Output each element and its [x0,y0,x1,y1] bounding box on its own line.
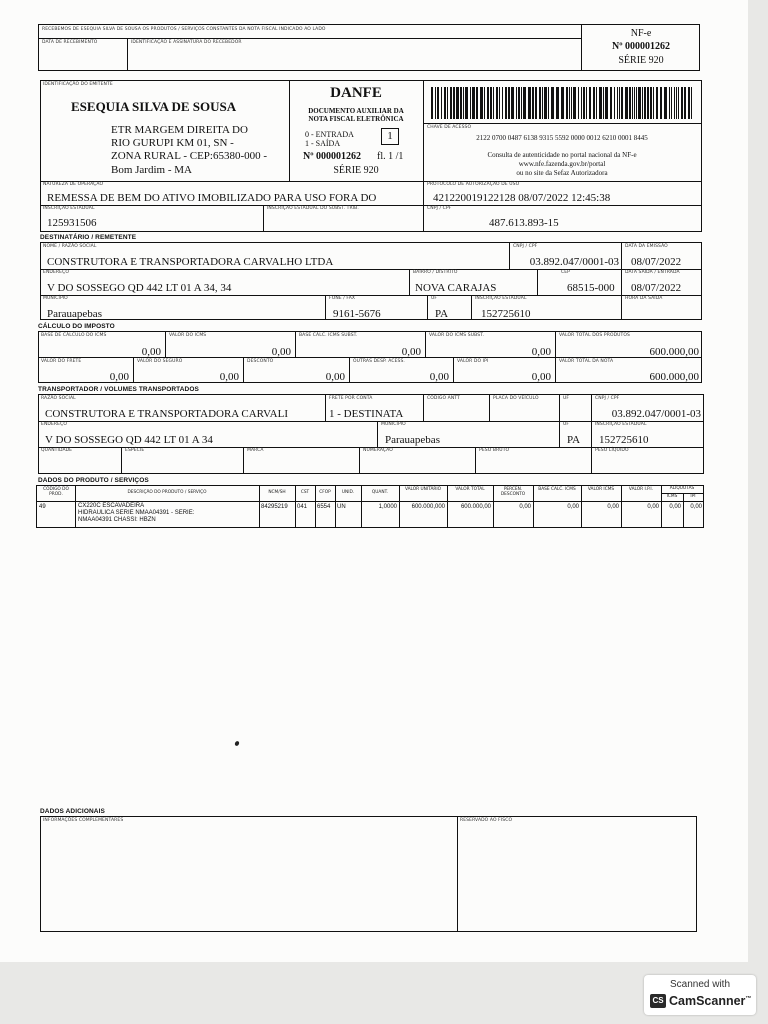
col-cst: CST [300,490,310,495]
other-expenses-label: OUTRAS DESP. ACESS. [353,359,405,364]
phone: 9161-5676 [333,308,381,320]
state: PA [435,308,449,320]
icms-st-base: 0,00 [401,346,421,358]
icms-base: 0,00 [141,346,161,358]
icms-st-value-label: VALOR DO ICMS SUBST. [429,333,485,338]
item-discount: 0,00 [519,504,531,510]
complementary-info-label: INFORMAÇÕES COMPLEMENTARES [43,818,124,823]
item-icms-value: 0,00 [607,504,619,510]
col-rates: ALÍQUOTAS [669,486,695,491]
issuer-state-reg-label: INSCRIÇÃO ESTADUAL [43,206,95,211]
numbering-label: NUMERAÇÃO [363,448,393,453]
freight-responsibility-label: FRETE POR CONTA [329,396,373,401]
col-quantity: QUANT. [371,490,389,495]
icms-st-base-label: BASE CÁLC. ICMS SUBST. [299,333,358,338]
recipient-cnpj: 03.892.047/0001-03 [529,256,619,268]
camscanner-logo-icon: CS [650,994,666,1008]
district: NOVA CARAJAS [415,282,497,294]
issuer-address-2: RIO GURUPI KM 01, SN - [111,137,234,149]
operation-exit-label: 1 - SAÍDA [305,139,341,148]
carrier-cnpj-label: CNPJ / CPF [595,396,620,401]
products-total-label: VALOR TOTAL DOS PRODUTOS [559,333,631,338]
freight: 0,00 [109,371,129,383]
ipi-value-label: VALOR DO IPI [457,359,489,364]
carrier-state-reg-label: INSCRIÇÃO ESTADUAL [595,422,647,427]
carrier-city: Parauapebas [385,434,440,446]
net-weight-label: PESO LÍQUIDO [595,448,629,453]
danfe-series: SÉRIE 920 [333,165,379,176]
col-ncm: NCM/SH [268,490,286,495]
access-key-label: CHAVE DE ACESSO [427,125,472,130]
col-unit: UNID. [341,490,355,495]
city: Parauapebas [47,308,102,320]
carrier-state-reg: 152725610 [599,434,649,446]
recipient-address-label: ENDEREÇO [43,270,69,275]
carrier-section-title: TRANSPORTADOR / VOLUMES TRANSPORTADOS [38,386,199,393]
col-total: VALOR TOTAL [455,487,485,492]
stub-invoice-series: SÉRIE 920 [618,55,664,66]
issue-date: 08/07/2022 [631,256,682,268]
carrier-state-label: UF [563,422,570,427]
tax-block [38,331,702,383]
carrier-cnpj: 03.892.047/0001-03 [611,408,701,420]
item-icms-rate: 0,00 [669,504,681,510]
operation-nature-label: NATUREZA DE OPERAÇÃO [43,182,104,187]
danfe-invoice-number: Nº 000001262 [303,151,362,162]
issuer-address-1: ETR MARGEM DIREITA DO [111,124,248,136]
discount-label: DESCONTO [247,359,274,364]
discount: 0,00 [325,371,345,383]
receipt-statement: RECEBEMOS DE ESEQUIA SILVA DE SOUSA OS PRODUTOS / SERVIÇOS CONSTANTES DA NOTA FISCAL INDICADO AO LADO [42,27,326,32]
products-total: 600.000,00 [649,346,699,358]
icms-value-label: VALOR DO ICMS [169,333,207,338]
vehicle-state-label: UF [563,396,570,401]
recipient-name: CONSTRUTORA E TRANSPORTADORA CARVALHO LTDA [47,256,334,268]
recipient-name-label: NOME / RAZÃO SOCIAL [43,244,97,249]
recipient-section-title: DESTINATÁRIO / REMETENTE [40,234,137,241]
item-ipi-rate: 0,00 [690,504,702,510]
danfe-subtitle-2: NOTA FISCAL ELETRÔNICA [308,115,404,123]
operation-nature: REMESSA DE BEM DO ATIVO IMOBILIZADO PARA USO FORA DO [47,192,377,204]
operation-type-box: 1 [381,128,399,145]
danfe-page-count: fl. 1 /1 [377,151,404,162]
danfe-subtitle-1: DOCUMENTO AUXILIAR DA [308,107,404,115]
item-description-3: NMAA04391 CHASSI: HBZN [78,517,156,523]
district-label: BAIRRO / DISTRITO [413,270,458,275]
carrier-block [38,394,704,474]
camscanner-watermark [644,975,756,1015]
col-ipi-value: VALOR I.P.I. [628,487,654,492]
item-icms-base: 0,00 [567,504,579,510]
issuer-address-4: Bom Jardim - MA [111,164,192,176]
fisco-reserved-box [457,816,697,932]
fisco-reserved-label: RESERVADO AO FISCO [460,818,513,823]
carrier-state: PA [567,434,581,446]
freight-label: VALOR DO FRETE [41,359,82,364]
recipient-cnpj-label: CNPJ / CPF [513,244,538,249]
col-icms-value: VALOR ICMS [587,487,615,492]
col-discount: PERCEN. DESCONTO [500,487,526,497]
invoice-total: 600.000,00 [649,371,699,383]
col-cfop: CFOP [319,490,331,495]
vehicle-plate-label: PLACA DO VEÍCULO [493,396,539,401]
authorization-protocol: 421220019122128 08/07/2022 12:45:38 [433,192,611,204]
col-rate-icms: ICMS [666,494,678,499]
substitute-state-reg-label: INSCRIÇÃO ESTADUAL DO SUBST. TRIB. [267,206,359,211]
recipient-state-reg: 152725610 [481,308,531,320]
item-unit: UN [337,504,346,510]
stub-invoice-number: Nº 000001262 [611,41,671,52]
item-ipi-value: 0,00 [647,504,659,510]
col-icms-base: BASE CALC. ICMS [538,487,576,492]
issuer-cnpj-label: CNPJ / CPF [427,206,452,211]
quantity-label: QUANTIDADE [41,448,73,453]
item-description-1: CX220C ESCAVADEIRA [78,503,145,509]
carrier-name: CONSTRUTORA E TRANSPORTADORA CARVALI [45,408,288,420]
tax-section-title: CÁLCULO DO IMPOSTO [38,323,115,330]
recipient-state-reg-label: INSCRIÇÃO ESTADUAL [475,296,527,301]
receipt-signature-label: IDENTIFICAÇÃO E ASSINATURA DO RECEBEDOR [131,40,242,45]
col-code: CÓDIGO DO PROD. [43,487,69,497]
scanned-with-text: Scanned with [669,979,731,990]
carrier-name-label: RAZÃO SOCIAL [41,396,76,401]
item-cst: 041 [297,504,308,510]
item-unit-price: 600.000,000 [411,504,445,510]
access-key-value: 2122 0700 0487 6138 9315 5592 0000 0012 6210 0001 8445 [476,134,648,142]
icms-st-value: 0,00 [531,346,551,358]
carrier-address: V DO SOSSEGO QD 442 LT 01 A 34 [45,434,213,446]
gross-weight-label: PESO BRUTO [479,448,510,453]
item-description-2: HIDRAULICA SERIE NMAA04391 - SERIE: [78,510,195,516]
authenticity-note-3: ou no site da Sefaz Autorizadora [516,169,608,177]
receipt-date-label: DATA DE RECEBIMENTO [42,40,98,45]
freight-responsibility: 1 - DESTINATA [329,408,404,420]
carrier-address-label: ENDEREÇO [41,422,67,427]
icms-base-label: BASE DE CÁLCULO DO ICMS [41,333,107,338]
insurance-label: VALOR DO SEGURO [137,359,183,364]
zip-label: CEP [561,270,570,275]
stub-nfe-label: NF-e [630,28,652,39]
invoice-total-label: VALOR TOTAL DA NOTA [559,359,614,364]
danfe-title: DANFE [330,85,382,101]
item-ncm: 84295219 [261,504,288,510]
item-quantity: 1,0000 [378,504,397,510]
item-code: 49 [39,504,46,510]
issuer-address-3: ZONA RURAL - CEP:65380-000 - [111,150,268,162]
carrier-city-label: MUNICÍPIO [381,422,406,427]
authenticity-note-2: www.nfe.fazenda.gov.br/portal [518,160,606,168]
barcode [431,87,695,119]
item-cfop: 6554 [317,504,331,510]
trademark-symbol: ™ [745,995,752,1002]
exit-time-label: HORA DA SAÍDA [625,296,663,301]
exit-date-label: DATA SAÍDA / ENTRADA [625,270,680,275]
products-section-title: DADOS DO PRODUTO / SERVIÇOS [38,477,149,484]
issuer-header [40,80,702,232]
col-rate-ipi: IPI [690,494,696,499]
brand-label: MARCA [247,448,264,453]
species-label: ESPÉCIE [125,448,145,453]
additional-section-title: DADOS ADICIONAIS [40,808,105,815]
camscanner-brand-text: CamScanner [669,994,746,1008]
item-total: 600.000,00 [460,504,491,510]
issuer-label: IDENTIFICAÇÃO DO EMITENTE [43,82,113,87]
additional-info-box [40,816,458,932]
products-table [36,485,704,528]
zip-code: 68515-000 [567,282,615,294]
insurance: 0,00 [219,371,239,383]
state-label: UF [431,296,438,301]
icms-value: 0,00 [271,346,291,358]
issuer-name: ESEQUIA SILVA DE SOUSA [71,99,237,114]
issue-date-label: DATA DA EMISSÃO [625,244,668,249]
authenticity-note-1: Consulta de autenticidade no portal nacional da NF-e [487,151,637,159]
issuer-state-reg: 125931506 [47,217,97,229]
antt-code-label: CÓDIGO ANTT [427,396,460,401]
recipient-block [40,242,702,320]
recipient-address: V DO SOSSEGO QD 442 LT 01 A 34, 34 [47,282,232,294]
col-description: DESCRIÇÃO DO PRODUTO / SERVIÇO [127,490,207,495]
city-label: MUNICÍPIO [43,296,68,301]
issuer-cnpj: 487.613.893-15 [489,217,559,229]
ink-speck [234,740,240,746]
phone-label: FONE / FAX [329,296,356,301]
exit-date: 08/07/2022 [631,282,682,294]
ipi-value: 0,00 [531,371,551,383]
other-expenses: 0,00 [429,371,449,383]
col-unit-price: VALOR UNITÁRIO [404,487,442,492]
camscanner-brand [669,994,751,1008]
protocol-label: PROTOCOLO DE AUTORIZAÇÃO DE USO [427,182,520,187]
operation-entry-label: 0 - ENTRADA [305,130,354,139]
receipt-stub [38,24,700,71]
